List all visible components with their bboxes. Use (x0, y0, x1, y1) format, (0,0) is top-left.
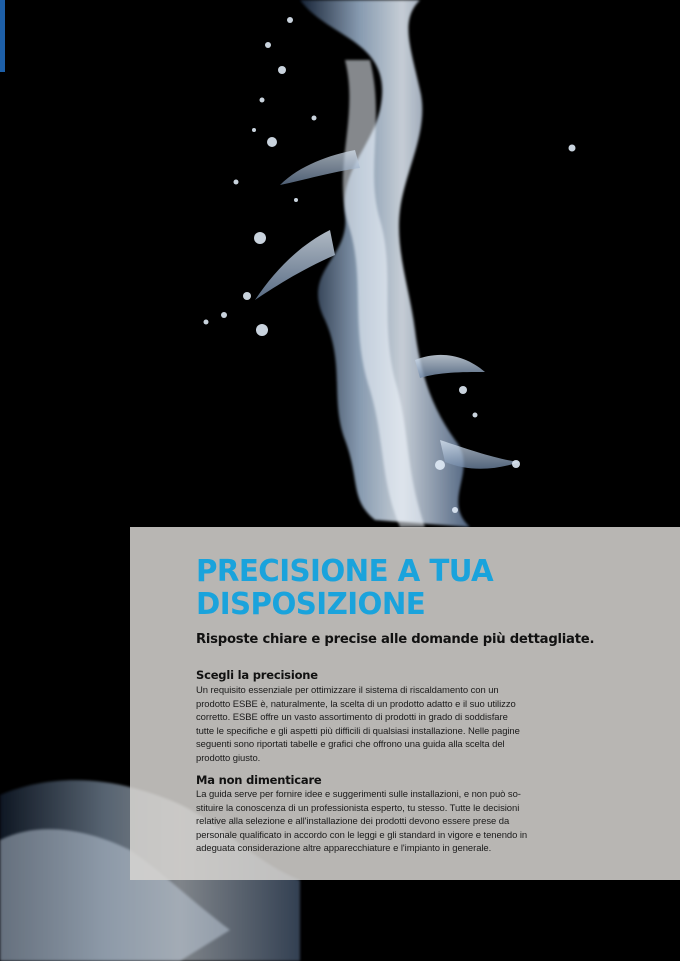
page-subtitle: Risposte chiare e precise alle domande più dettagliate. (196, 632, 595, 647)
title-line-2: DISPOSIZIONE (196, 587, 426, 622)
body-line: stituire la conoscenza di un professionista esperto, tu stesso. Tutte le decisioni (196, 802, 520, 814)
body-line: tutte le specifiche e gli aspetti più difficili di qualsiasi installazione. Nelle pagine (196, 725, 520, 737)
section-body-choose-precision (196, 684, 571, 766)
text-panel (130, 527, 680, 880)
section-heading-choose-precision: Scegli la precisione (196, 668, 318, 682)
body-line: Un requisito essenziale per ottimizzare il sistema di riscaldamento con un (196, 685, 499, 696)
body-line: prodotto ESBE è, naturalmente, la scelta di un prodotto adatto e il suo utilizzo (196, 698, 516, 710)
body-line: personale qualificato in accordo con le leggi e gli standard in vigore e tenendo in (196, 829, 528, 841)
page-title (196, 555, 493, 621)
section-body-dont-forget (196, 788, 571, 856)
body-line: prodotto giusto. (196, 752, 261, 764)
title-line-1: PRECISIONE A TUA (196, 554, 494, 589)
body-line: adeguata considerazione altre apparecchiature e l'impianto in generale. (196, 843, 492, 855)
body-line: relative alla selezione e all'installazione dei prodotti devono essere prese da (196, 816, 510, 828)
section-heading-dont-forget: Ma non dimenticare (196, 773, 322, 787)
body-line: La guida serve per fornire idee e suggerimenti sulle installazioni, e non può so- (196, 789, 521, 800)
body-line: seguenti sono riportati tabelle e grafici che offrono una guida alla scelta del (196, 739, 505, 751)
body-line: corretto. ESBE offre un vasto assortimento di prodotti in grado di soddisfare (196, 712, 508, 724)
